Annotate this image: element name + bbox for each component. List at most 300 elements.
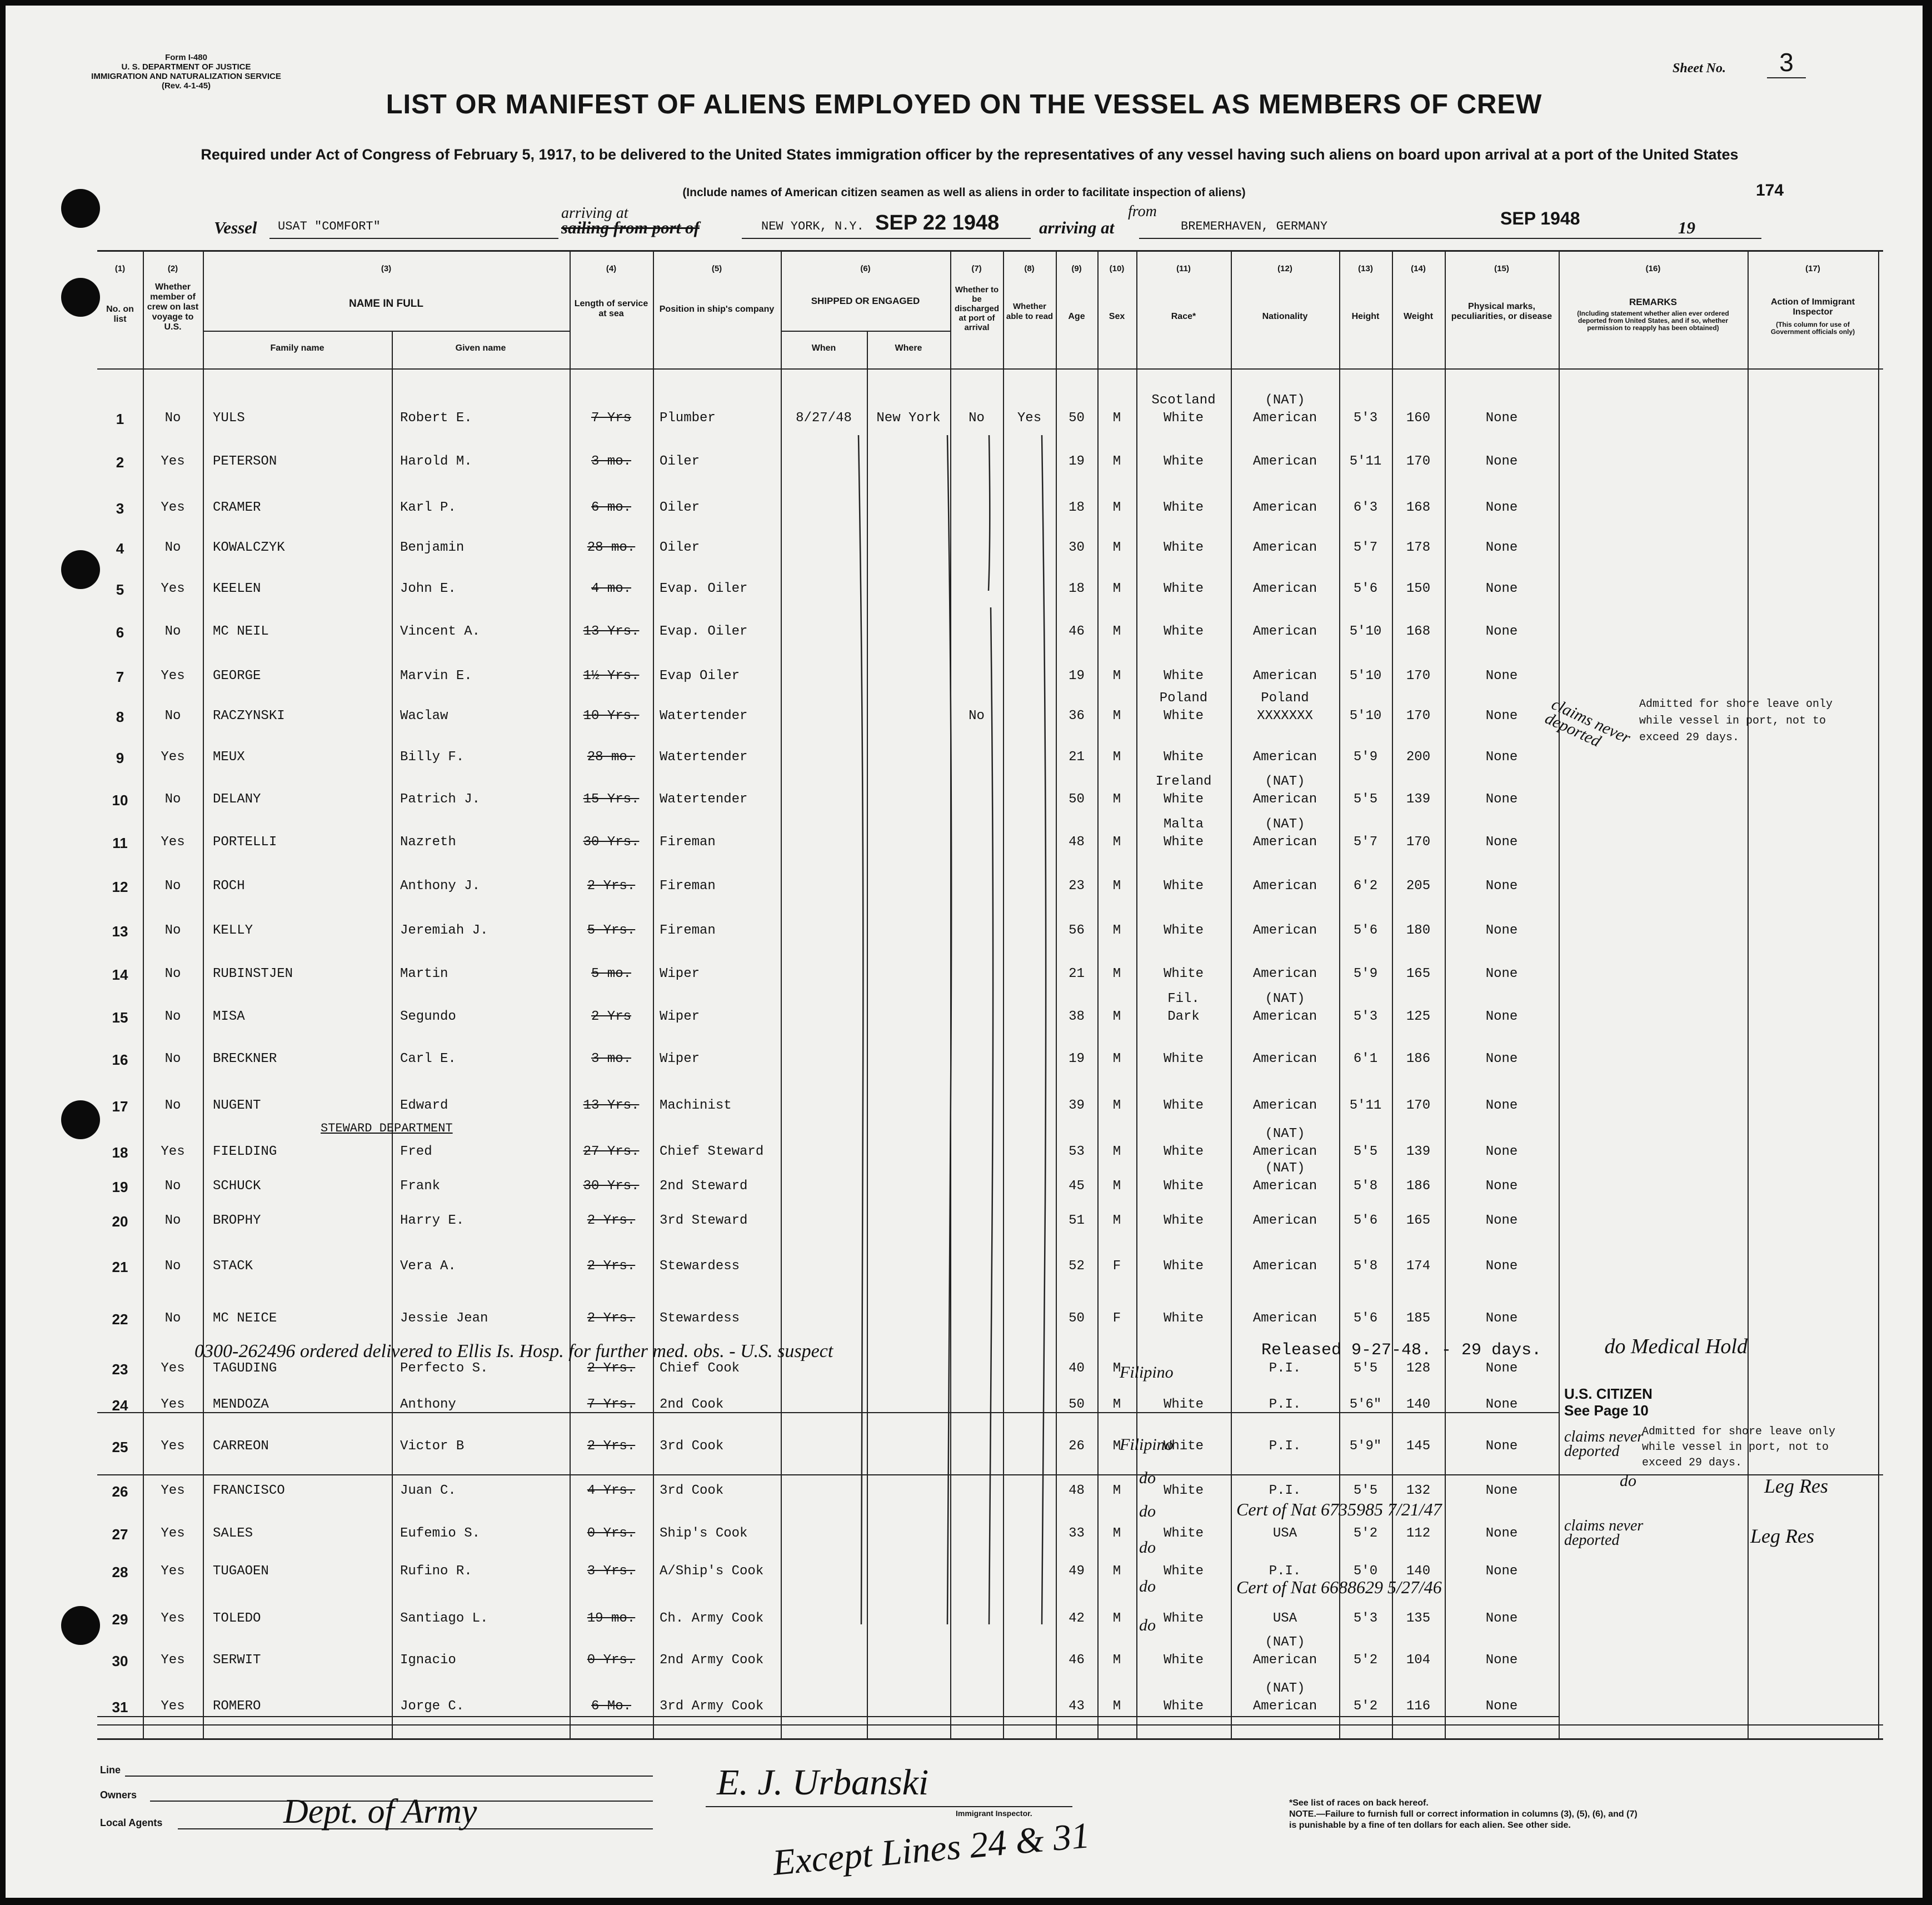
cell-marks: None xyxy=(1485,879,1518,894)
year-label: 19 xyxy=(1678,218,1695,237)
cell-marks: None xyxy=(1485,1179,1518,1194)
cell-prev: Yes xyxy=(161,1653,185,1668)
punch-hole xyxy=(61,278,100,317)
cell-family: SERWIT xyxy=(213,1653,261,1668)
cell-sex: M xyxy=(1112,454,1121,469)
cell-position: 3rd Cook xyxy=(660,1483,724,1498)
cell-height: 6'1 xyxy=(1353,1051,1378,1066)
arriving-label: arriving at xyxy=(1039,218,1115,237)
cell-race-top: Fil. xyxy=(1167,991,1200,1006)
cell-nationality: American xyxy=(1252,1259,1317,1274)
cell-position: Watertender xyxy=(660,709,748,724)
cell-family: FIELDING xyxy=(213,1144,277,1159)
col-header-remarks-note: (Including statement whether alien ever ordered deported from United States, and if so, whether permission to reapply has been obtained) xyxy=(1577,310,1729,332)
cell-prev: No xyxy=(164,1051,181,1066)
row23-released: Released 9-27-48. - 29 days. xyxy=(1261,1341,1542,1360)
cell-age: 46 xyxy=(1069,1653,1085,1668)
cell-nationality: American xyxy=(1252,1311,1317,1326)
cell-given: Juan C. xyxy=(400,1483,456,1498)
col-divider xyxy=(653,252,654,1738)
punch-hole xyxy=(61,1100,100,1139)
cell-sex: M xyxy=(1112,581,1121,596)
footer-line-label: Line xyxy=(100,1764,121,1776)
sailing-label: sailing from port of xyxy=(561,218,700,237)
cell-given: Robert E. xyxy=(400,411,472,426)
cell-position: Ch. Army Cook xyxy=(660,1611,764,1626)
col-num: (9) xyxy=(1071,264,1082,273)
cell-height: 5'8 xyxy=(1353,1179,1378,1194)
cell-sex: M xyxy=(1112,1397,1121,1412)
cell-marks: None xyxy=(1485,1144,1518,1159)
cell-age: 36 xyxy=(1069,709,1085,724)
cell-race-top: Malta xyxy=(1163,817,1204,832)
cell-age: 52 xyxy=(1069,1259,1085,1274)
cell-marks: None xyxy=(1485,411,1518,426)
cell-position: 3rd Cook xyxy=(660,1439,724,1454)
col-num: (11) xyxy=(1176,264,1191,273)
cell-sex: M xyxy=(1112,966,1121,981)
cell-prev: Yes xyxy=(161,581,185,596)
cell-nationality: American xyxy=(1252,835,1317,850)
cell-marks: None xyxy=(1485,540,1518,555)
col-header-position: Position in ship's company xyxy=(659,305,775,314)
cell-given: Patrich J. xyxy=(400,792,481,807)
col-header-given-name: Given name xyxy=(455,343,506,353)
cell-prev: Yes xyxy=(161,1397,185,1412)
cell-nationality: American xyxy=(1252,792,1317,807)
cell-service: 13 Yrs. xyxy=(583,624,640,639)
cell-height: 5'11 xyxy=(1349,454,1382,469)
col-divider-sub xyxy=(392,331,393,1738)
col-header-physical-marks: Physical marks, peculiarities, or disease xyxy=(1451,302,1552,321)
cell-service: 2 Yrs. xyxy=(587,1439,636,1454)
cell-race: White xyxy=(1163,966,1204,981)
cell-prev: Yes xyxy=(161,1144,185,1159)
row23-action: do Medical Hold xyxy=(1604,1335,1748,1358)
cell-age: 18 xyxy=(1069,581,1085,596)
cell-sex: M xyxy=(1112,1526,1121,1541)
cell-sex: M xyxy=(1112,1213,1121,1228)
col-num: (12) xyxy=(1277,264,1292,273)
cell-no: 21 xyxy=(112,1259,128,1275)
cell-no: 31 xyxy=(112,1699,128,1716)
cell-height: 5'7 xyxy=(1353,835,1378,850)
cell-weight: 200 xyxy=(1406,750,1431,765)
page-title: LIST OR MANIFEST OF ALIENS EMPLOYED ON THE VESSEL AS MEMBERS OF CREW xyxy=(386,89,1542,119)
cell-no: 15 xyxy=(112,1009,128,1026)
cell-sex: M xyxy=(1112,1611,1121,1626)
cell-service: 3 mo. xyxy=(591,454,631,469)
cell-no: 8 xyxy=(116,709,124,725)
cell-nationality: American xyxy=(1252,669,1317,684)
cell-sex: M xyxy=(1112,1009,1121,1024)
cell-given: John E. xyxy=(400,581,456,596)
cell-height: 5'3 xyxy=(1353,1009,1378,1024)
cell-nationality-top: (NAT) xyxy=(1265,817,1305,832)
cell-age: 38 xyxy=(1069,1009,1085,1024)
cell-sex: M xyxy=(1112,624,1121,639)
cell-family: MC NEIL xyxy=(213,624,269,639)
cell-service: 0 Yrs. xyxy=(587,1653,636,1668)
cell-no: 28 xyxy=(112,1564,128,1580)
form-identifier xyxy=(53,53,319,91)
cell-given: Jessie Jean xyxy=(400,1311,488,1326)
cell-family: MISA xyxy=(213,1009,245,1024)
ditto-mark: do xyxy=(1139,1577,1156,1595)
page-subtitle: Required under Act of Congress of February 5, 1917, to be delivered to the United States immigration officer by the representatives of any vessel having such aliens on board upon arrival at a port of the United States xyxy=(201,146,1739,163)
cell-sex: M xyxy=(1112,669,1121,684)
cell-sex: M xyxy=(1112,1179,1121,1194)
cell-service: 3 Yrs. xyxy=(587,1564,636,1579)
cell-prev: Yes xyxy=(161,500,185,515)
cell-race: White xyxy=(1163,1564,1204,1579)
cell-nationality-top: (NAT) xyxy=(1265,1161,1305,1176)
cell-height: 5'3 xyxy=(1353,411,1378,426)
cell-sex: M xyxy=(1112,835,1121,850)
col-header-previous-voyage: Whether member of crew on last voyage to U.S. xyxy=(147,282,199,332)
crew-manifest-table xyxy=(97,250,1883,1740)
cell-family: GEORGE xyxy=(213,669,261,684)
col-num: (15) xyxy=(1494,264,1509,273)
sailing-underline xyxy=(742,238,1031,239)
cell-family: MEUX xyxy=(213,750,245,765)
cell-prev: Yes xyxy=(161,1611,185,1626)
cell-prev: Yes xyxy=(161,1483,185,1498)
cell-given: Anthony xyxy=(400,1397,456,1412)
cell-nationality: American xyxy=(1252,1009,1317,1024)
col-num: (4) xyxy=(606,264,617,273)
row26-remark: do xyxy=(1620,1472,1636,1490)
row8-remark-handwritten: claims never deported xyxy=(1542,695,1634,751)
col-num: (5) xyxy=(711,264,722,273)
cell-prev: No xyxy=(164,411,181,426)
cell-race: White xyxy=(1163,669,1204,684)
cell-age: 43 xyxy=(1069,1699,1085,1714)
cell-height: 5'6" xyxy=(1349,1397,1382,1412)
cell-prev: Yes xyxy=(161,454,185,469)
cell-family: MC NEICE xyxy=(213,1311,277,1326)
cell-prev: No xyxy=(164,624,181,639)
cell-no: 27 xyxy=(112,1526,128,1543)
cell-prev: Yes xyxy=(161,835,185,850)
cell-prev: Yes xyxy=(161,1439,185,1454)
cell-height: 5'5 xyxy=(1353,1361,1378,1376)
cell-service: 15 Yrs. xyxy=(583,792,640,807)
cell-age: 30 xyxy=(1069,540,1085,555)
cell-age: 19 xyxy=(1069,454,1085,469)
punch-hole xyxy=(61,550,100,589)
cell-marks: None xyxy=(1485,709,1518,724)
col-header-shipped: SHIPPED OR ENGAGED xyxy=(811,296,920,306)
arriving-handwritten: from xyxy=(1128,203,1157,220)
cell-nationality: American xyxy=(1252,966,1317,981)
cell-race-top: Poland xyxy=(1159,691,1208,706)
cell-sex: M xyxy=(1112,411,1121,426)
cell-family: MENDOZA xyxy=(213,1397,269,1412)
cell-race: White xyxy=(1163,500,1204,515)
cell-race: White xyxy=(1163,1526,1204,1541)
col-num: (3) xyxy=(381,264,392,273)
cell-prev: No xyxy=(164,879,181,894)
cell-weight: 125 xyxy=(1406,1009,1431,1024)
cell-family: KELLY xyxy=(213,923,253,938)
cell-prev: No xyxy=(164,540,181,555)
cell-weight: 104 xyxy=(1406,1653,1431,1668)
col-header-race: Race* xyxy=(1171,312,1196,321)
cell-family: RACZYNSKI xyxy=(213,709,285,724)
cell-age: 50 xyxy=(1069,411,1085,426)
cell-age: 49 xyxy=(1069,1564,1085,1579)
cell-prev: Yes xyxy=(161,669,185,684)
col-header-action-note: (This column for use of Government officials only) xyxy=(1770,321,1855,336)
ditto-strokes xyxy=(781,424,1059,1702)
cell-no: 20 xyxy=(112,1213,128,1230)
cell-weight: 112 xyxy=(1406,1526,1431,1541)
col-header-no: No. on list xyxy=(106,305,134,324)
cell-family: SCHUCK xyxy=(213,1179,261,1194)
cell-race: White xyxy=(1163,1213,1204,1228)
cell-age: 46 xyxy=(1069,624,1085,639)
cell-nationality: American xyxy=(1252,750,1317,765)
cell-sex: M xyxy=(1112,1699,1121,1714)
cell-given: Santiago L. xyxy=(400,1611,488,1626)
arriving-date-stamp: SEP 1948 xyxy=(1500,208,1580,228)
cell-nationality: American xyxy=(1252,1699,1317,1714)
department-name: U. S. DEPARTMENT OF JUSTICE xyxy=(121,62,251,72)
cell-marks: None xyxy=(1485,669,1518,684)
cell-family: RUBINSTJEN xyxy=(213,966,293,981)
cell-position: Wiper xyxy=(660,1009,700,1024)
cell-service: 2 Yrs. xyxy=(587,1361,636,1376)
col-header-name: NAME IN FULL xyxy=(348,298,424,310)
cell-weight: 128 xyxy=(1406,1361,1431,1376)
cell-prev: No xyxy=(164,1098,181,1113)
cell-height: 6'2 xyxy=(1353,879,1378,894)
cell-no: 9 xyxy=(116,750,124,766)
cell-height: 5'3 xyxy=(1353,1611,1378,1626)
cell-family: PORTELLI xyxy=(213,835,277,850)
cell-no: 12 xyxy=(112,879,128,895)
cell-nationality: American xyxy=(1252,1179,1317,1194)
cell-race: White xyxy=(1163,1397,1204,1412)
cell-marks: None xyxy=(1485,1699,1518,1714)
cell-prev: No xyxy=(164,1213,181,1228)
cell-sex: M xyxy=(1112,1144,1121,1159)
cell-marks: None xyxy=(1485,792,1518,807)
cell-service: 2 Yrs. xyxy=(587,1213,636,1228)
cell-age: 56 xyxy=(1069,923,1085,938)
cell-service: 13 Yrs. xyxy=(583,1098,640,1113)
cell-family: PETERSON xyxy=(213,454,277,469)
cell-age: 39 xyxy=(1069,1098,1085,1113)
ditto-mark: do xyxy=(1139,1502,1156,1520)
footer-line-underline xyxy=(125,1776,653,1777)
cell-age: 19 xyxy=(1069,1051,1085,1066)
cell-height: 5'10 xyxy=(1349,624,1382,639)
cell-family: TAGUDING xyxy=(213,1361,277,1376)
cell-race: White xyxy=(1163,879,1204,894)
footer-owners-label: Owners xyxy=(100,1789,137,1801)
cell-height: 5'10 xyxy=(1349,709,1382,724)
cell-age: 50 xyxy=(1069,1311,1085,1326)
agents-signature: Dept. of Army xyxy=(283,1793,477,1831)
cell-nationality: XXXXXXX xyxy=(1257,709,1313,724)
sailing-handwritten: arriving at xyxy=(561,205,628,222)
cell-weight: 140 xyxy=(1406,1564,1431,1579)
cell-given: Fred xyxy=(400,1144,432,1159)
cell-no: 26 xyxy=(112,1483,128,1500)
cell-weight: 178 xyxy=(1406,540,1431,555)
cell-given: Frank xyxy=(400,1179,441,1194)
col-num: (10) xyxy=(1109,264,1125,273)
cell-no: 1 xyxy=(116,411,124,427)
col-num: (7) xyxy=(971,264,982,273)
col-header-where: Where xyxy=(895,343,922,353)
cell-service: 3 mo. xyxy=(591,1051,631,1066)
cell-position: Stewardess xyxy=(660,1311,740,1326)
col-divider xyxy=(143,252,144,1738)
cell-no: 4 xyxy=(116,540,124,557)
cell-family: BROPHY xyxy=(213,1213,261,1228)
cell-race: White xyxy=(1163,923,1204,938)
cell-nationality: American xyxy=(1252,1098,1317,1113)
cell-race: White xyxy=(1163,1144,1204,1159)
cell-marks: None xyxy=(1485,1526,1518,1541)
cell-position: Evap. Oiler xyxy=(660,624,748,639)
cell-weight: 165 xyxy=(1406,1213,1431,1228)
cell-position: Evap Oiler xyxy=(660,669,740,684)
cell-marks: None xyxy=(1485,454,1518,469)
cell-position: Oiler xyxy=(660,540,700,555)
cell-weight: 186 xyxy=(1406,1179,1431,1194)
col-num: (17) xyxy=(1805,264,1820,273)
col-num: (14) xyxy=(1411,264,1426,273)
row25-remark-typed: Admitted for shore leave only while vessel in port, not to exceed 29 days. xyxy=(1642,1425,1836,1469)
cell-given: Perfecto S. xyxy=(400,1361,488,1376)
cell-weight: 135 xyxy=(1406,1611,1431,1626)
cell-no: 19 xyxy=(112,1179,128,1195)
cell-race: White xyxy=(1163,835,1204,850)
cell-position: 3rd Steward xyxy=(660,1213,748,1228)
cell-given: Harry E. xyxy=(400,1213,465,1228)
cell-service: 2 Yrs. xyxy=(587,1259,636,1274)
cell-race: White xyxy=(1163,709,1204,724)
cell-age: 48 xyxy=(1069,1483,1085,1498)
cell-weight: 150 xyxy=(1406,581,1431,596)
cell-race-top: Ireland xyxy=(1155,774,1212,789)
cell-weight: 139 xyxy=(1406,792,1431,807)
cell-service: 4 Yrs. xyxy=(587,1483,636,1498)
page-number-mark: 174 xyxy=(1756,181,1784,200)
cell-service: 4 mo. xyxy=(591,581,631,596)
header-subdivider xyxy=(781,331,950,332)
col-header-nationality: Nationality xyxy=(1262,312,1308,321)
cell-race: White xyxy=(1163,1483,1204,1498)
sheet-number: 3 xyxy=(1767,47,1806,78)
cell-given: Nazreth xyxy=(400,835,456,850)
row26-action: Leg Res xyxy=(1764,1475,1828,1497)
cell-prev: Yes xyxy=(161,1564,185,1579)
cell-prev: Yes xyxy=(161,1361,185,1376)
cell-position: Stewardess xyxy=(660,1259,740,1274)
cell-race: White xyxy=(1163,581,1204,596)
row8-remark-typed: Admitted for shore leave only while vessel in port, not to exceed 29 days. xyxy=(1639,698,1833,744)
arriving-port: BREMERHAVEN, GERMANY xyxy=(1181,220,1328,233)
col-divider xyxy=(203,252,204,1738)
cell-age: 40 xyxy=(1069,1361,1085,1376)
cell-family: DELANY xyxy=(213,792,261,807)
row28-remark-handwritten: claims never deported xyxy=(1564,1517,1644,1549)
cell-given: Vera A. xyxy=(400,1259,456,1274)
cell-nationality: American xyxy=(1252,581,1317,596)
cell-height: 5'9 xyxy=(1353,966,1378,981)
cell-position: Watertender xyxy=(660,750,748,765)
cell-position: 2nd Steward xyxy=(660,1179,748,1194)
cell-nationality-top: (NAT) xyxy=(1265,1681,1305,1696)
cell-height: 5'6 xyxy=(1353,1311,1378,1326)
cell-no: 3 xyxy=(116,500,124,517)
cell-weight: 168 xyxy=(1406,500,1431,515)
vessel-name: USAT "COMFORT" xyxy=(278,220,381,233)
cell-age: 18 xyxy=(1069,500,1085,515)
inspector-underline xyxy=(706,1806,1072,1807)
filipino-mark: Filipino xyxy=(1120,1363,1174,1382)
cell-position: 3rd Army Cook xyxy=(660,1699,764,1714)
cell-given: Anthony J. xyxy=(400,879,481,894)
cell-position: Chief Steward xyxy=(660,1144,764,1159)
cell-prev: No xyxy=(164,923,181,938)
cell-nationality-top: (NAT) xyxy=(1265,774,1305,789)
cell-family: CARREON xyxy=(213,1439,269,1454)
cell-service: 5 Yrs. xyxy=(587,923,636,938)
cell-no: 6 xyxy=(116,624,124,641)
cell-when: 8/27/48 xyxy=(796,411,852,426)
header-bottom-rule xyxy=(97,368,1883,370)
cell-age: 53 xyxy=(1069,1144,1085,1159)
col-divider xyxy=(1559,252,1560,1738)
cell-marks: None xyxy=(1485,1653,1518,1668)
cell-nationality: P.I. xyxy=(1269,1564,1301,1579)
cell-marks: None xyxy=(1485,500,1518,515)
cell-service: 7 Yrs. xyxy=(587,1397,636,1412)
ditto-mark: do xyxy=(1139,1469,1156,1487)
vessel-underline xyxy=(269,238,558,239)
cell-height: 5'9 xyxy=(1353,750,1378,765)
col-header-height: Height xyxy=(1351,312,1380,321)
cell-given: Rufino R. xyxy=(400,1564,472,1579)
cell-service: 10 Yrs. xyxy=(583,709,640,724)
form-revision: (Rev. 4-1-45) xyxy=(161,81,211,91)
cell-given: Waclaw xyxy=(400,709,448,724)
cell-family: NUGENT xyxy=(213,1098,261,1113)
cell-family: ROCH xyxy=(213,879,245,894)
cell-where: New York xyxy=(876,411,941,426)
cell-marks: None xyxy=(1485,1098,1518,1113)
cell-no: 13 xyxy=(112,923,128,940)
cell-age: 23 xyxy=(1069,879,1085,894)
cell-weight: 139 xyxy=(1406,1144,1431,1159)
cell-prev: No xyxy=(164,709,181,724)
cell-weight: 174 xyxy=(1406,1259,1431,1274)
cell-height: 5'5 xyxy=(1353,1483,1378,1498)
cell-no: 16 xyxy=(112,1051,128,1068)
cell-given: Marvin E. xyxy=(400,669,472,684)
cell-marks: None xyxy=(1485,624,1518,639)
cell-no: 7 xyxy=(116,669,124,685)
cell-height: 5'5 xyxy=(1353,792,1378,807)
cell-age: 50 xyxy=(1069,792,1085,807)
cell-sex: F xyxy=(1112,1311,1121,1326)
